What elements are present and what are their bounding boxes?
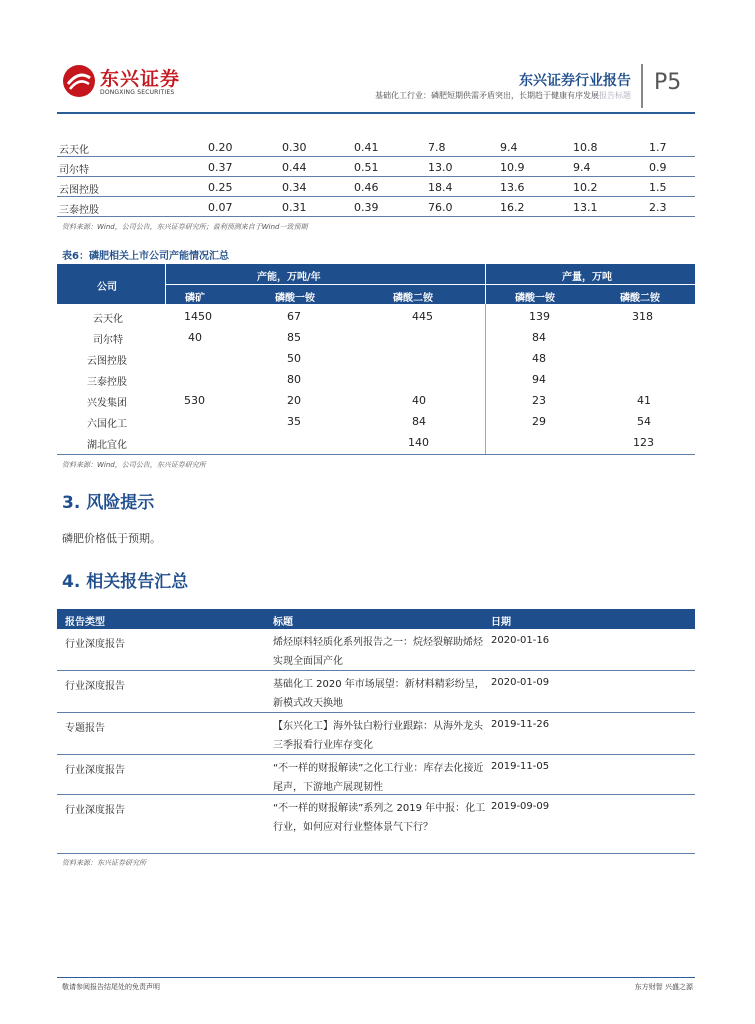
section-title-risk: 3. 风险提示 — [62, 493, 155, 513]
company-name: 三泰控股 — [87, 377, 127, 388]
report-type: 行业深度报告 — [65, 765, 125, 776]
risk-text: 磷肥价格低于预期。 — [62, 532, 161, 545]
table-cell: 140 — [408, 436, 429, 449]
report-subtitle — [375, 90, 631, 101]
col-report-title: 标题 — [273, 617, 293, 628]
logo-text-en: DONGXING SECURITIES — [100, 89, 175, 96]
table6-source: 资料来源：Wind，公司公告，东兴证券研究所 — [62, 461, 206, 469]
reports-source: 资料来源：东兴证券研究所 — [62, 859, 146, 867]
footer-slogan: 东方财智 兴盛之源 — [634, 983, 693, 991]
table-row — [57, 671, 695, 713]
table-row — [57, 432, 695, 453]
table-cell: 84 — [532, 331, 546, 344]
table-row — [57, 157, 695, 177]
table-row — [57, 369, 695, 390]
logo-text-cn: 东兴证券 — [100, 68, 181, 90]
table-cell: 318 — [632, 310, 653, 323]
report-type: 行业深度报告 — [65, 681, 125, 692]
table-row — [57, 713, 695, 755]
table-cell: 0.37 — [208, 161, 233, 174]
table-cell: 0.31 — [282, 201, 307, 214]
table-row — [57, 137, 695, 157]
table-cell: 1.5 — [649, 181, 667, 194]
table-cell: 530 — [184, 394, 205, 407]
table-cell: 40 — [188, 331, 202, 344]
report-title: “不一样的财报解读”系列之 2019 年中报：化工行业，如何应对行业整体景气下行？ — [273, 803, 486, 833]
table-cell: 16.2 — [500, 201, 525, 214]
report-type: 专题报告 — [65, 723, 105, 734]
report-date: 2019-11-05 — [491, 761, 550, 772]
table-cell: 7.8 — [428, 141, 446, 154]
table-cell: 84 — [412, 415, 426, 428]
report-date: 2020-01-09 — [491, 677, 550, 688]
logo-mark-icon — [62, 64, 96, 98]
header-divider — [641, 64, 643, 108]
table-row — [57, 306, 695, 327]
report-type: 行业深度报告 — [65, 639, 125, 650]
company-name: 司尔特 — [93, 335, 123, 346]
table-cell: 29 — [532, 415, 546, 428]
page-number: P5 — [654, 70, 682, 95]
table-cell: 0.41 — [354, 141, 379, 154]
company-name: 云天化 — [93, 314, 123, 325]
footer-rule — [57, 977, 695, 978]
table-row — [57, 411, 695, 432]
table-cell: 10.9 — [500, 161, 525, 174]
company-name: 司尔特 — [59, 165, 89, 176]
table-cell: 20 — [287, 394, 301, 407]
section-title-reports: 4. 相关报告汇总 — [62, 572, 189, 592]
table-row — [57, 348, 695, 369]
reports-table-header — [57, 609, 695, 629]
table-cell: 0.07 — [208, 201, 233, 214]
table-cell: 23 — [532, 394, 546, 407]
table-cell: 80 — [287, 373, 301, 386]
col-map-capacity: 磷酸一铵 — [275, 293, 315, 304]
table-cell: 85 — [287, 331, 301, 344]
report-subtitle-text: 基础化工行业：磷肥短期供需矛盾突出，长期趋于健康有序发展 — [375, 91, 599, 100]
table-cell: 0.39 — [354, 201, 379, 214]
table-cell: 1450 — [184, 310, 212, 323]
table-cell: 139 — [529, 310, 550, 323]
report-type: 行业深度报告 — [65, 805, 125, 816]
table-cell: 13.0 — [428, 161, 453, 174]
table-row — [57, 197, 695, 217]
col-company: 公司 — [97, 282, 117, 293]
col-map-output: 磷酸一铵 — [515, 293, 555, 304]
column-divider — [485, 304, 486, 454]
col-phosphate-rock: 磷矿 — [185, 293, 205, 304]
table-cell: 0.34 — [282, 181, 307, 194]
header-separator — [165, 264, 166, 304]
table-row — [57, 390, 695, 411]
header-separator — [165, 284, 695, 285]
report-title: 烯烃原料轻质化系列报告之一：烷烃裂解助烯烃实现全面国产化 — [273, 637, 483, 667]
company-name: 湖北宜化 — [87, 440, 127, 451]
report-brand: 东兴证券行业报告 — [519, 73, 631, 89]
col-report-type: 报告类型 — [65, 617, 105, 628]
col-dap-output: 磷酸二铵 — [620, 293, 660, 304]
table6-title: 表6：磷肥相关上市公司产能情况汇总 — [62, 251, 229, 262]
footer-disclaimer: 敬请参阅报告结尾处的免责声明 — [62, 983, 160, 991]
company-name: 六国化工 — [87, 419, 127, 430]
header-separator — [485, 264, 486, 304]
table-cell: 40 — [412, 394, 426, 407]
table-cell: 0.46 — [354, 181, 379, 194]
table-cell: 67 — [287, 310, 301, 323]
report-title: “不一样的财报解读”之化工行业：库存去化接近尾声，下游地产展现韧性 — [273, 763, 484, 793]
company-logo — [62, 62, 184, 102]
table-cell: 9.4 — [500, 141, 518, 154]
report-date: 2019-11-26 — [491, 719, 550, 730]
table-row — [57, 795, 695, 854]
report-subtitle-placeholder: 报告标题 — [599, 91, 631, 100]
table-cell: 10.2 — [573, 181, 598, 194]
table6-bottom-rule — [57, 454, 695, 455]
table-cell: 18.4 — [428, 181, 453, 194]
table-cell: 54 — [637, 415, 651, 428]
table-cell: 0.9 — [649, 161, 667, 174]
group-capacity: 产能，万吨/年 — [257, 272, 321, 283]
table5-source: 资料来源：Wind，公司公告，东兴证券研究所；盈利预测来自于Wind一致预期 — [62, 223, 308, 231]
table-row — [57, 755, 695, 795]
table-cell: 123 — [633, 436, 654, 449]
report-title: 基础化工 2020 年市场展望：新材料精彩纷呈，新模式改天换地 — [273, 679, 485, 709]
table-row — [57, 629, 695, 671]
table-cell: 76.0 — [428, 201, 453, 214]
table-cell: 41 — [637, 394, 651, 407]
table-cell: 9.4 — [573, 161, 591, 174]
col-dap-capacity: 磷酸二铵 — [393, 293, 433, 304]
table-cell: 13.6 — [500, 181, 525, 194]
group-output: 产量，万吨 — [562, 272, 612, 283]
table-cell: 0.25 — [208, 181, 233, 194]
table-cell: 35 — [287, 415, 301, 428]
company-name: 云图控股 — [59, 185, 99, 196]
col-report-date: 日期 — [491, 617, 511, 628]
table-cell: 0.51 — [354, 161, 379, 174]
company-name: 兴发集团 — [87, 398, 127, 409]
report-date: 2020-01-16 — [491, 635, 550, 646]
header-rule — [57, 112, 695, 114]
table-cell: 13.1 — [573, 201, 598, 214]
table-cell: 0.44 — [282, 161, 307, 174]
table-cell: 0.20 — [208, 141, 233, 154]
table-row — [57, 327, 695, 348]
company-name: 云图控股 — [87, 356, 127, 367]
table-cell: 50 — [287, 352, 301, 365]
company-name: 云天化 — [59, 145, 89, 156]
report-date: 2019-09-09 — [491, 801, 550, 812]
company-name: 三泰控股 — [59, 205, 99, 216]
table-cell: 2.3 — [649, 201, 667, 214]
table-cell: 48 — [532, 352, 546, 365]
table-cell: 1.7 — [649, 141, 667, 154]
table-row — [57, 177, 695, 197]
report-title: 【东兴化工】海外钛白粉行业跟踪：从海外龙头三季报看行业库存变化 — [273, 721, 483, 751]
table-cell: 445 — [412, 310, 433, 323]
table-cell: 94 — [532, 373, 546, 386]
table-cell: 0.30 — [282, 141, 307, 154]
table-cell: 10.8 — [573, 141, 598, 154]
